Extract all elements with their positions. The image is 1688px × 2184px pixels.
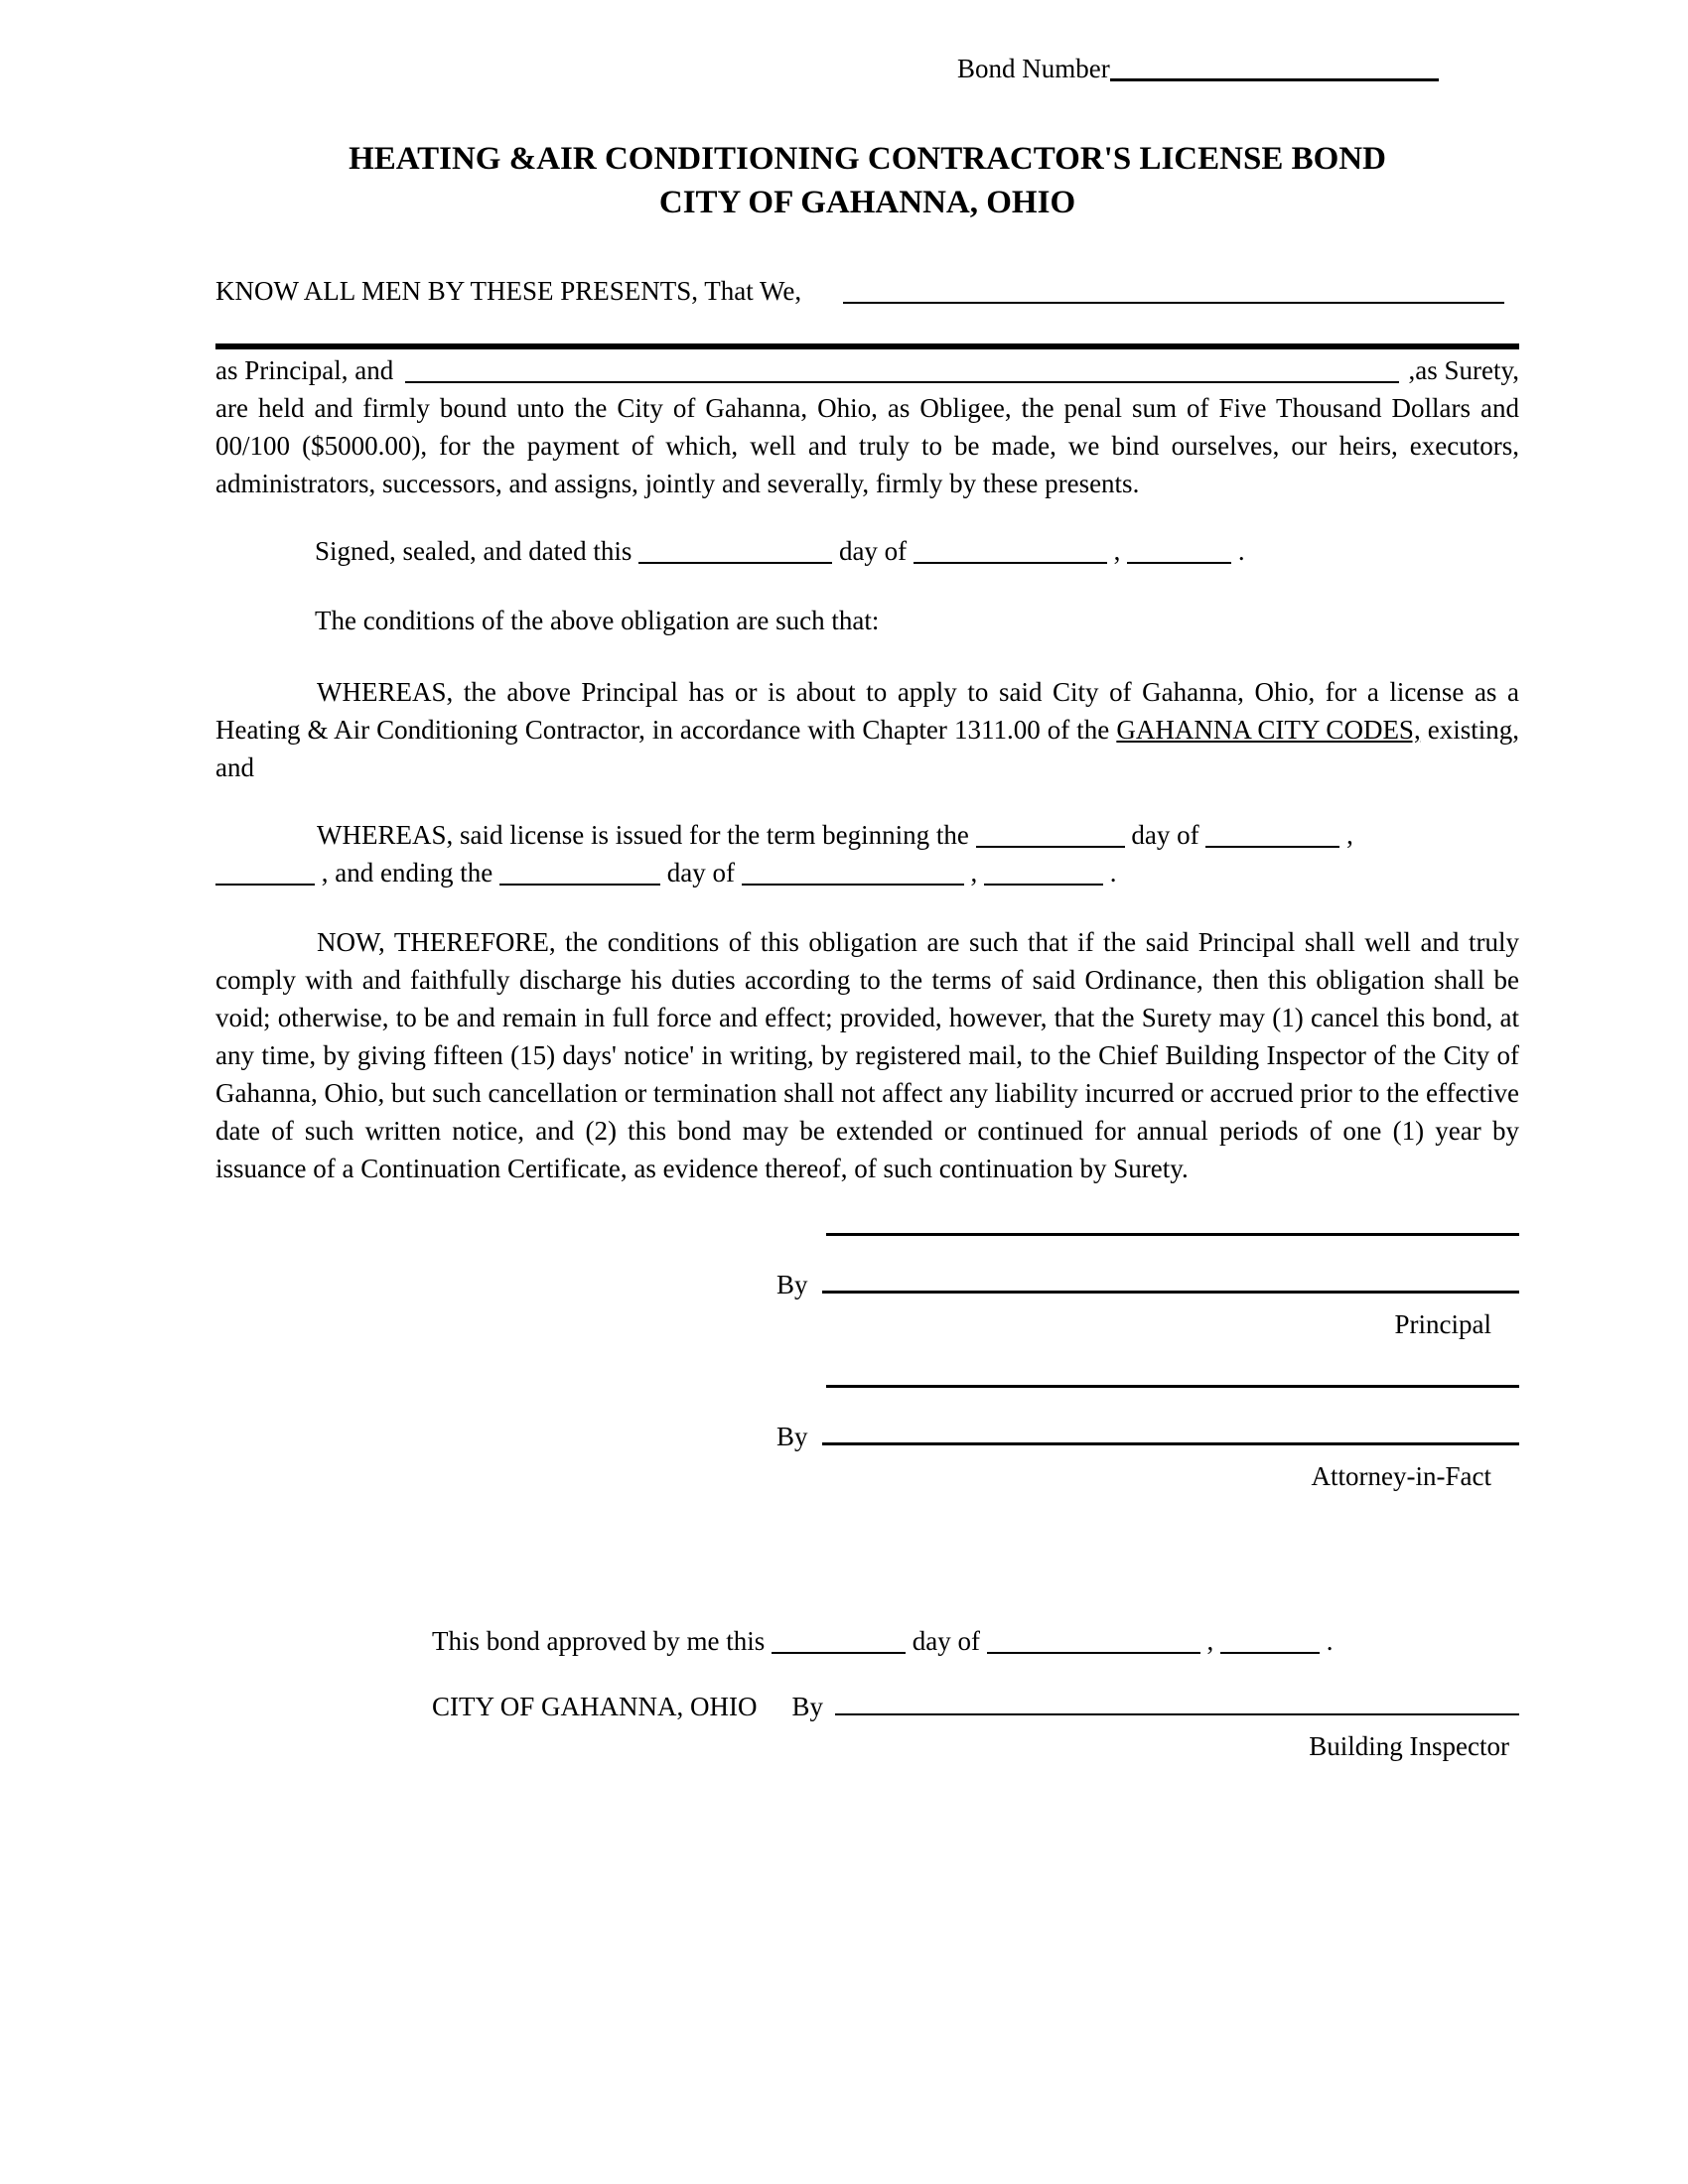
term-end-year-blank	[984, 859, 1103, 886]
signed-pre-text: Signed, sealed, and dated this	[315, 536, 633, 566]
conditions-statement: The conditions of the above obligation are such that:	[315, 606, 880, 635]
inspector-signature-blank	[835, 1689, 1519, 1715]
attorney-signature-topline	[826, 1385, 1519, 1388]
whereas-term-line-1	[317, 816, 1519, 854]
signed-sealed-dated-row	[315, 532, 1519, 570]
attorney-signature-label: Attorney-in-Fact	[1311, 1461, 1491, 1491]
approval-period: .	[1326, 1626, 1334, 1656]
principal-name-blank	[843, 277, 1504, 304]
title-line-2: CITY OF GAHANNA, OHIO	[658, 185, 1076, 220]
inspector-by-label: By	[791, 1692, 823, 1721]
document-title	[215, 137, 1519, 224]
whereas-term-mid: , and ending the	[321, 858, 493, 887]
whereas-term-paragraph	[215, 816, 1519, 891]
whereas-license-paragraph	[215, 673, 1519, 786]
approval-comma: ,	[1206, 1626, 1214, 1656]
whereas-license-pre: WHEREAS, the above Principal has or is about to apply to said City of Gahanna, Ohio, for a license as a Heating & Air Conditioning Contractor, in accordance with Chapter 1311.00 of the	[215, 677, 1519, 745]
approval-date-row	[432, 1622, 1519, 1660]
bond-number-row	[957, 50, 1519, 87]
term-end-day-blank	[499, 859, 660, 886]
know-all-men-row	[215, 272, 1519, 310]
whereas-term-comma-2: ,	[970, 858, 978, 887]
attorney-by-label: By	[776, 1422, 808, 1451]
signed-comma: ,	[1113, 536, 1121, 566]
whereas-term-line-2	[215, 854, 1519, 891]
title-line-1: HEATING &AIR CONDITIONING CONTRACTOR'S LICENSE BOND	[349, 141, 1386, 177]
attorney-by-row	[776, 1418, 1519, 1455]
now-therefore-paragraph: NOW, THEREFORE, the conditions of this obligation are such that if the said Principal shall well and truly comply with and faithfully discharge his duties according to the terms of said Ordinance, then this obligation shall be void; otherwise, to be and remain in full force and effect; provided, however, that the Surety may (1) cancel this bond, at any time, by giving fifteen (15) days' notice' in writing, by registered mail, to the Chief Building Inspector of the City of Gahanna, Ohio, but such cancellation or termination shall not affect any liability incurred or accrued prior to the effective date of such written notice, and (2) this bond may be extended or continued for annual periods of one (1) year by issuance of a Continuation Certificate, as evidence thereof, of such continuation by Surety.	[215, 927, 1519, 1183]
approval-pre-text: This bond approved by me this	[432, 1626, 766, 1656]
bond-number-blank	[1110, 55, 1439, 81]
gahanna-city-codes-text: GAHANNA CITY CODES,	[1116, 715, 1421, 745]
principal-signature-block	[776, 1233, 1519, 1343]
whereas-term-dayof-1: day of	[1131, 820, 1199, 850]
principal-by-label: By	[776, 1270, 808, 1299]
term-end-month-blank	[742, 859, 964, 886]
know-all-men-text: KNOW ALL MEN BY THESE PRESENTS, That We,	[215, 276, 802, 306]
principal-signature-topline	[826, 1233, 1519, 1236]
bond-number-label: Bond Number	[957, 54, 1110, 83]
approval-day-blank	[772, 1627, 906, 1654]
principal-name-continuation-rule	[215, 343, 1519, 349]
approval-day-of-text: day of	[912, 1626, 980, 1656]
whereas-license-post: existing, and	[215, 715, 1520, 782]
principal-pre-text: as Principal, and	[215, 355, 394, 385]
signed-day-blank	[638, 537, 832, 564]
surety-post-text: ,as Surety,	[1408, 355, 1519, 385]
principal-signature-blank	[822, 1267, 1519, 1294]
term-begin-day-blank	[976, 821, 1125, 848]
approval-year-blank	[1220, 1627, 1320, 1654]
signed-month-blank	[914, 537, 1107, 564]
whereas-term-period: .	[1109, 858, 1117, 887]
signed-year-blank	[1127, 537, 1231, 564]
signed-period: .	[1237, 536, 1245, 566]
principal-surety-row	[215, 351, 1519, 389]
whereas-term-comma-1: ,	[1346, 820, 1353, 850]
attorney-signature-blank	[822, 1419, 1519, 1445]
city-name-text: CITY OF GAHANNA, OHIO	[432, 1692, 758, 1721]
obligation-paragraph: are held and firmly bound unto the City of Gahanna, Ohio, as Obligee, the penal sum of Five Thousand Dollars and 00/100 ($5000.00), for the payment of which, well and truly to be made, we bind ourselves, our heirs, executors, administrators, successors, and assigns, jointly and severally, firmly by these presents.	[215, 393, 1519, 498]
building-inspector-label: Building Inspector	[1309, 1731, 1509, 1761]
signed-day-of-text: day of	[838, 536, 908, 566]
principal-signature-label: Principal	[1394, 1309, 1491, 1339]
city-signature-row	[432, 1688, 1519, 1725]
term-begin-month-blank	[1205, 821, 1339, 848]
term-begin-year-blank	[215, 859, 315, 886]
principal-by-row	[776, 1266, 1519, 1303]
whereas-term-dayof-2: day of	[666, 858, 735, 887]
approval-month-blank	[987, 1627, 1200, 1654]
attorney-signature-block	[776, 1385, 1519, 1495]
whereas-term-pre: WHEREAS, said license is issued for the term beginning the	[317, 820, 969, 850]
surety-name-blank	[405, 356, 1398, 383]
